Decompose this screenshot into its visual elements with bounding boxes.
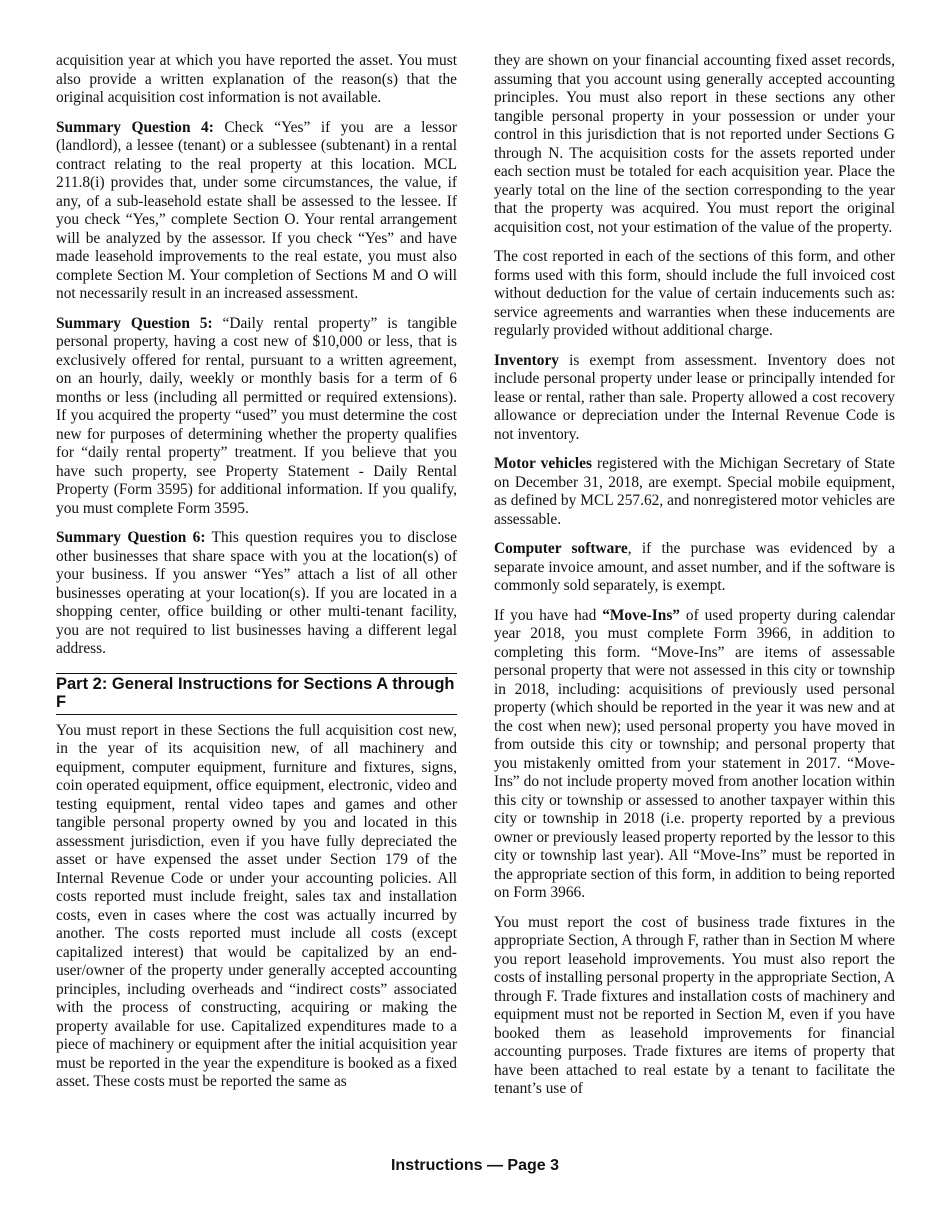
motor-vehicles-label: Motor vehicles [494,455,592,472]
move-ins-text: of used property during calendar year 2018, you must complete Form 3966, in addition to completing this form. “Move-Ins” are items of assessable personal property that were not assessed in this city or township in 2018, including: acquisitions of previously used personal property (which should be reported in the year it was new and at the cost when new); used personal property you have moved in from outside this city or township; and personal property that you mistakenly omitted from your statement in 2017. “Move-Ins” do not include property moved from another location within this city or township or assessed to another taxpayer within this city or township in 2018 (i.e. property reported by a previous owner or previously leased property reported by the lessor to this city or township last year). All “Move-Ins” must be reported in the appropriate section of this form, in addition to being reported on Form 3966. [494,606,895,901]
summary-question-6 [56,529,457,659]
right-column [494,52,895,1110]
paragraph-fixed-asset-records: they are shown on your financial accounting fixed asset records, assuming that you account using generally accepted accounting principles. You must also report in these sections any other tangible personal property in your possession or under your control in this jurisdiction that is not reported under Sections G through N. The acquisition costs for the assets reported under each section must be totaled for each acquisition year. Place the yearly total on the line of the section corresponding to the year that the property was acquired. You must report the original acquisition cost, not your estimation of the value of the property. [494,52,895,236]
move-ins-label: “Move-Ins” [602,606,681,624]
computer-software-label: Computer software [494,540,628,557]
summary-question-6-label: Summary Question 6: [56,529,206,546]
move-ins-pre: If you have had [494,606,603,624]
computer-software-text: , if the purchase was evidenced by a separate invoice amount, and asset number, and if the software is commonly sold separately, is exempt. [494,540,895,594]
inventory-text: is exempt from assessment. Inventory does not include personal property under lease or principally intended for lease or rental, rather than sale. Property allowed a cost recovery allowance or depreciation under the Internal Revenue Code is not inventory. [494,351,895,443]
paragraph-acquisition-year: acquisition year at which you have reported the asset. You must also provide a written explanation of the reason(s) that the original acquisition cost information is not available. [56,52,457,106]
paragraph-motor-vehicles [494,455,895,529]
inventory-label: Inventory [494,351,559,369]
paragraph-invoiced-cost: The cost reported in each of the sections of this form, and other forms used with this form, should include the full invoiced cost without deduction for the value of certain inducements such as: service agreements and warranties when these inducements are regularly provided without additional charge. [494,248,895,339]
left-column [56,52,457,1103]
part-2-text: You must report in these Sections the full acquisition cost new, in the year of its acquisition new, of all machinery and equipment, computer equipment, furniture and fixtures, signs, coin operated equipment, office equipment, electronic, video and testing equipment, rental video tapes and games and other tangible personal property owned by you and located in this assessment jurisdiction, even if you have fully depreciated the asset or have expensed the asset under Section 179 of the Internal Revenue Code or under your accounting policies. All costs reported must include freight, sales tax and installation costs, even in cases where the cost was actually incurred by another. The costs reported must include all costs (except capitalized interest) that would be capitalized by an end-user/owner of the property under generally accepted accounting principles, including overheads and “indirect costs” associated with the process of constructing, acquiring or making the property available for use. Capitalized expenditures made to a piece of machinery or equipment after the initial acquisition year must be reported in the year the expenditure is booked as a fixed asset. These costs must be reported the same as [56,721,457,1090]
summary-question-4-text: Check “Yes” if you are a lessor (landlord), a lessee (tenant) or a sublessee (subtenant) in a rental contract relating to the real property at this location. MCL 211.8(i) provides that, under some circumstances, the value, if any, of a sub-leasehold estate shall be assessed to the lessee. If you check “Yes,” complete Section O. Your rental arrangement will be analyzed by the assessor. If you check “Yes” and have made leasehold improvements to the real estate, you must also complete Section M. Your completion of Sections M and O will not necessarily result in an increased assessment. [56,118,457,302]
summary-question-6-text: This question requires you to disclose other businesses that share space with you at the location(s) of your business. If you answer “Yes” attach a list of all other businesses operating at your location(s). If you are located in a shopping center, office building or other multi-tenant facility, you are not required to list businesses having a different legal address. [56,529,457,657]
summary-question-5 [56,315,457,519]
paragraph-trade-fixtures: You must report the cost of business trade fixtures in the appropriate Section, A through F, rather than in Section M where you report leasehold improvements. You must also report the costs of installing personal property in the appropriate Section, A through F. Trade fixtures and installation costs of machinery and equipment must not be reported in Section M, even if you have booked them as leasehold improvements for financial accounting purposes. Trade fixtures are items of property that have been attached to real estate by a tenant to facilitate the tenant’s use of [494,913,895,1097]
paragraph-move-ins [494,607,895,903]
motor-vehicles-text: registered with the Michigan Secretary of State on December 31, 2018, are exempt. Special mobile equipment, as defined by MCL 257.62, and nonregistered motor vehicles are assessable. [494,455,895,528]
summary-question-4-label: Summary Question 4: [56,118,214,136]
part-2-heading: Part 2: General Instructions for Sections A through F [56,673,457,715]
summary-question-4 [56,119,457,304]
paragraph-inventory [494,352,895,445]
summary-question-5-text: “Daily rental property” is tangible personal property, having a cost new of $10,000 or less, that is exclusively offered for rental, pursuant to a written agreement, on an hourly, daily, weekly or monthly basis for a term of 6 months or less (including all permitted or required extensions). If you acquired the property “used” you must determine the cost new for purposes of determining whether the property qualifies for “daily rental property” treatment. If you believe that you have such property, see Property Statement - Daily Rental Property (Form 3595) for additional information. If you qualify, you must complete Form 3595. [56,314,458,517]
paragraph-computer-software [494,540,895,596]
summary-question-5-label: Summary Question 5: [56,314,213,332]
page-footer: Instructions — Page 3 [390,1157,560,1174]
